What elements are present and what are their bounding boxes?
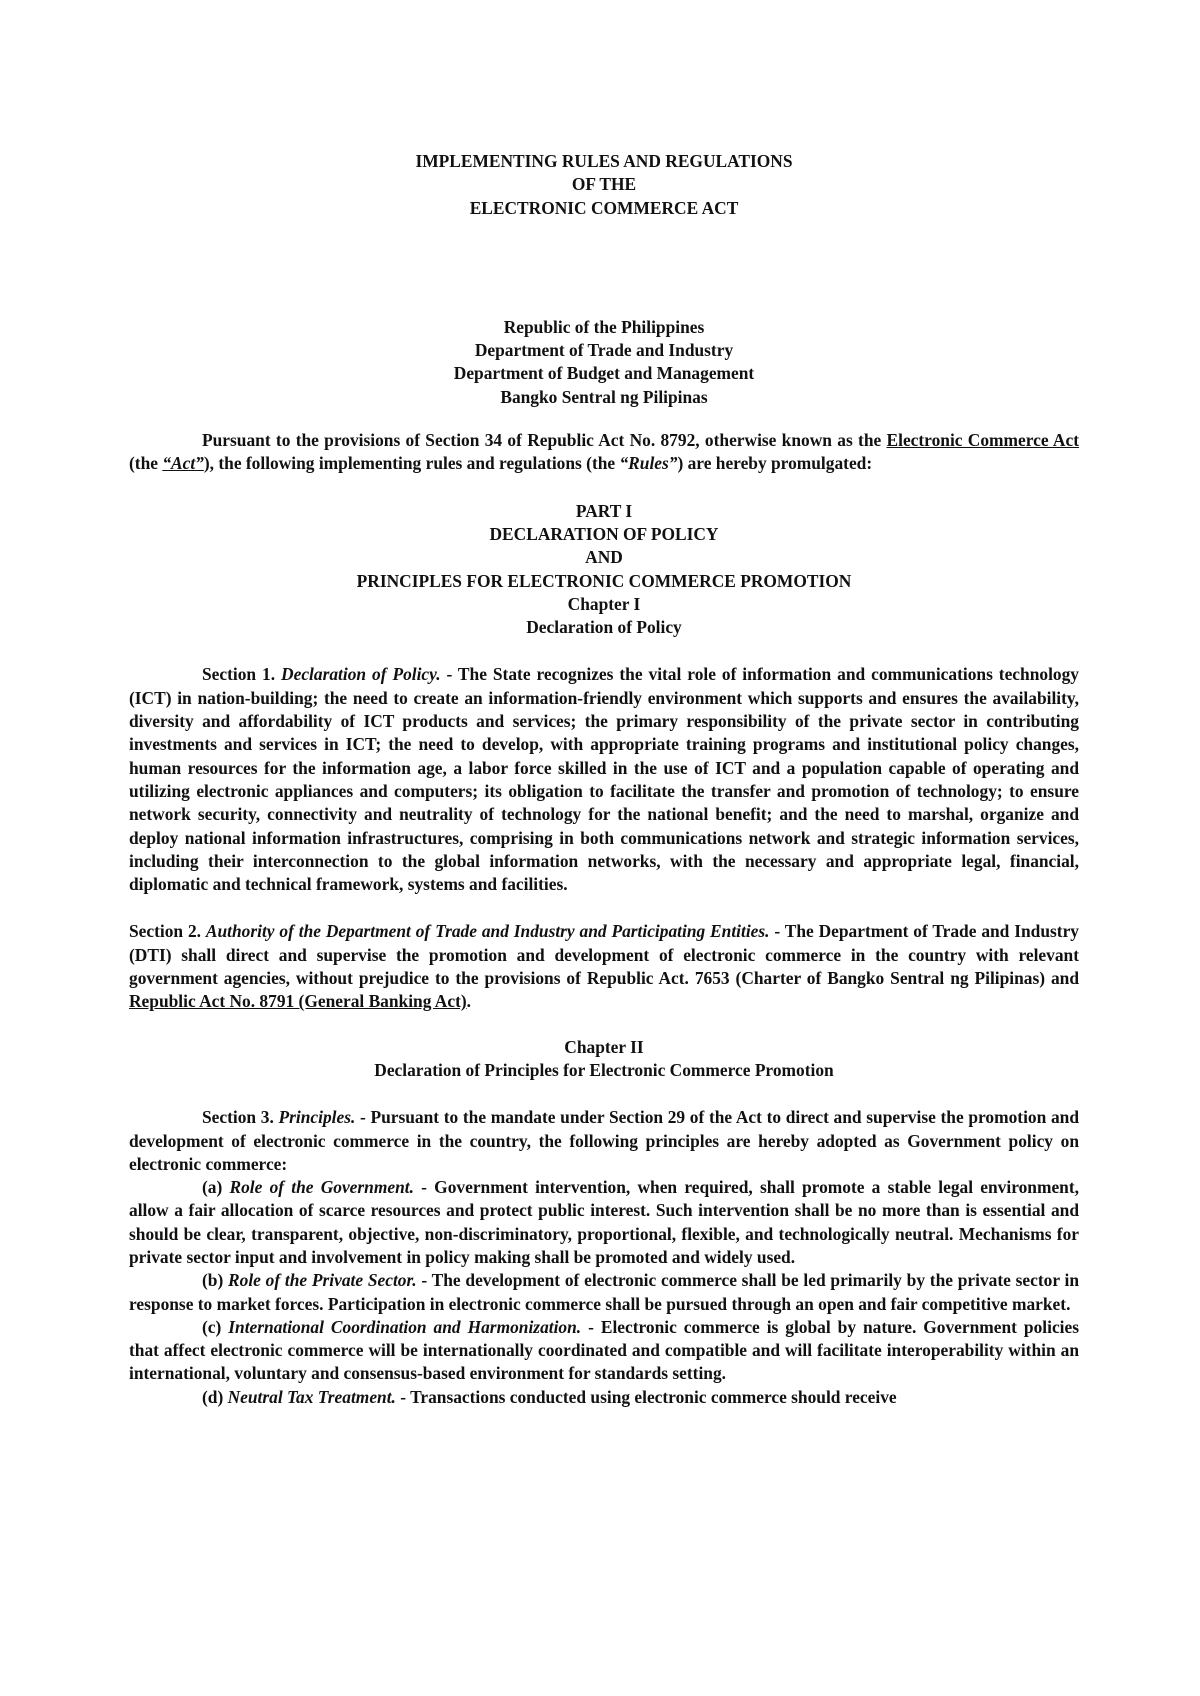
document-body	[129, 150, 1079, 1409]
principle-item	[129, 1316, 1079, 1386]
principle-item	[129, 1386, 1079, 1409]
chapter-title: Declaration of Principles for Electronic Commerce Promotion	[374, 1059, 834, 1080]
rules-short-name: “Rules”	[619, 453, 678, 474]
item-marker: (b)	[202, 1270, 229, 1291]
preamble-text: ), the following implementing rules and regulations (the	[203, 453, 620, 474]
section-text: - The State recognizes the vital role of information and communications technology (ICT) in nation-building; the need to create an information-friendly environment which supports and ensures the availability, diversity and affordability of ICT products and services; the primary responsibility of the private sector in contributing investments and services in ICT; the need to develop, with appropriate training programs and institutional policy changes, human resources for the information age, a labor force skilled in the use of ICT and a population capable of operating and utilizing electronic appliances and computers; its obligation to facilitate the transfer and promotion of technology; to ensure network security, connectivity and neutrality of technology for the national benefit; and the need to marshal, organize and deploy national information infrastructures, comprising in both communications network and strategic information services, including their interconnection to the global information networks, with the necessary and appropriate legal, financial, diplomatic and technical framework, systems and facilities.	[129, 664, 1079, 895]
preamble-text: ) are hereby promulgated:	[677, 453, 873, 474]
part-label: PART I	[575, 500, 633, 521]
chapter-2-heading	[129, 1036, 1079, 1083]
title-line-3: ELECTRONIC COMMERCE ACT	[469, 197, 739, 218]
item-text: - Government intervention, when required, shall promote a stable legal environment, allow a fair allocation of scarce resources and protect public interest. Such intervention shall be no more than is essential and should be clear, transparent, objective, non-discriminatory, proportional, flexible, and technologically neutral. Mechanisms for private sector input and involvement in policy making shall be promoted and widely used.	[129, 1177, 1079, 1267]
agency-line: Republic of the Philippines	[503, 316, 705, 337]
item-marker: (c)	[202, 1316, 229, 1337]
item-title: Role of the Government.	[229, 1177, 414, 1198]
section-title: Authority of the Department of Trade and Industry and Participating Entities.	[205, 921, 770, 942]
item-title: Role of the Private Sector.	[228, 1270, 417, 1291]
chapter-label: Chapter II	[564, 1036, 644, 1057]
section-title: Declaration of Policy.	[281, 664, 441, 685]
agency-line: Bangko Sentral ng Pilipinas	[500, 386, 708, 407]
preamble-paragraph	[129, 429, 1079, 476]
section-text: - The Department of Trade and Industry (DTI) shall direct and supervise the promotion and development of electronic commerce in the country with relevant government agencies, without prejudice to the provisions of Republic Act. 7653 (Charter of Bangko Sentral ng Pilipinas) and	[129, 921, 1079, 989]
part-heading-line: AND	[585, 547, 623, 568]
agency-line: Department of Budget and Management	[453, 363, 755, 384]
chapter-label: Chapter I	[567, 593, 641, 614]
document-title	[129, 150, 1079, 220]
item-text: - Electronic commerce is global by nature. Government policies that affect electronic commerce will be internationally coordinated and compatible and will facilitate interoperability within an international, voluntary and consensus-based environment for standards setting.	[129, 1316, 1079, 1384]
item-text: - The development of electronic commerce shall be led primarily by the private sector in response to market forces. Participation in electronic commerce shall be pursued through an open and fair competitive market.	[129, 1270, 1079, 1314]
item-title: Neutral Tax Treatment.	[227, 1386, 396, 1407]
section-text: .	[466, 991, 472, 1012]
item-marker: (a)	[202, 1177, 230, 1198]
section-label: Section 2.	[129, 921, 206, 942]
section-1-paragraph	[129, 663, 1079, 896]
principle-item	[129, 1176, 1079, 1269]
section-3-paragraph	[129, 1106, 1079, 1176]
section-label: Section 3.	[202, 1107, 279, 1128]
section-2-paragraph	[129, 920, 1079, 1013]
item-marker: (d)	[202, 1386, 228, 1407]
preamble-text: (the	[129, 453, 163, 474]
title-line-2: OF THE	[571, 174, 637, 195]
part-heading-line: DECLARATION OF POLICY	[489, 523, 719, 544]
section-title: Principles.	[278, 1107, 356, 1128]
part-heading-line: PRINCIPLES FOR ELECTRONIC COMMERCE PROMOTION	[356, 570, 852, 591]
section-text: - Pursuant to the mandate under Section 29 of the Act to direct and supervise the promotion and development of electronic commerce in the country, the following principles are hereby adopted as Government policy on electronic commerce:	[129, 1107, 1080, 1174]
part-1-heading	[129, 500, 1079, 640]
general-banking-act-reference: Republic Act No. 8791 (General Banking Act)	[129, 991, 467, 1012]
preamble-text: Pursuant to the provisions of Section 34 of Republic Act No. 8792, otherwise known as the	[202, 430, 887, 451]
item-title: International Coordination and Harmonization.	[228, 1316, 582, 1337]
act-name-underlined: Electronic Commerce Act	[886, 430, 1079, 451]
issuing-agencies	[129, 316, 1079, 409]
section-label: Section 1.	[202, 664, 282, 685]
item-text: - Transactions conducted using electronic commerce should receive	[395, 1386, 897, 1407]
agency-line: Department of Trade and Industry	[474, 340, 734, 361]
chapter-title: Declaration of Policy	[526, 617, 682, 638]
act-short-name: “Act”	[162, 453, 204, 474]
title-line-1: IMPLEMENTING RULES AND REGULATIONS	[415, 151, 793, 171]
principle-item	[129, 1269, 1079, 1316]
